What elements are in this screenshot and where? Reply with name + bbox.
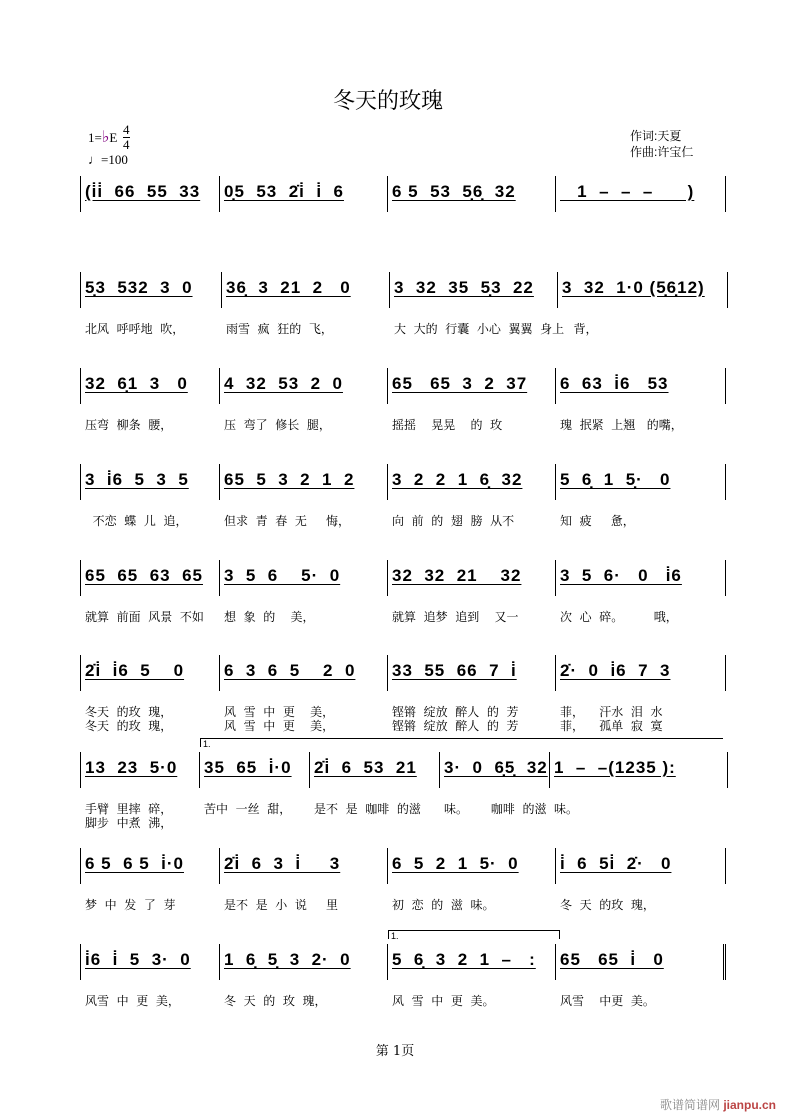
measure [556, 655, 726, 733]
measure [80, 752, 200, 830]
watermark-text: 歌谱简谱网 [659, 1098, 720, 1112]
score-system [80, 368, 728, 448]
lyric-line: 风 雪 中 更 美， [224, 719, 335, 733]
key-note: E [109, 130, 118, 145]
measure [558, 272, 728, 336]
lyric-line: 铿锵 绽放 醉人 的 芳 [392, 705, 519, 719]
lyric-line: 是不 是 咖啡 的滋 [314, 802, 421, 816]
lyric-line: 风 雪 中 更 美， [224, 705, 335, 719]
lyric-line: 冬 天 的玫 瑰， [560, 898, 655, 912]
measure-notes: 2̇i̇ i̇6 5 0 [85, 661, 185, 680]
score-system [80, 464, 728, 544]
measure [388, 368, 556, 432]
lyric-line: 初 恋 的 滋 味。 [392, 898, 495, 912]
lyric-line: 铿锵 绽放 醉人 的 芳 [392, 719, 519, 733]
measure-notes: 33 55 66 7 i̇ [392, 661, 517, 680]
measure-notes: 5̣3 532 3 0 [85, 278, 193, 297]
flat-icon: ♭ [101, 129, 110, 146]
measure [440, 752, 550, 816]
watermark-url: jianpu.cn [723, 1098, 776, 1112]
measure [222, 272, 390, 336]
measure [80, 464, 220, 528]
measure-notes: 0̣5 53 2̇i̇ i̇ 6 [224, 182, 344, 201]
lyric-line: 味。 咖啡 的滋 [444, 802, 547, 816]
credits [630, 128, 693, 160]
measure-notes: 3 i̇6 5 3 5 [85, 470, 189, 489]
lyric-line: 冬天 的玫 瑰， [85, 719, 173, 733]
measure-notes: 4 32 53 2 0 [224, 374, 343, 393]
measure [220, 944, 388, 1008]
measure-notes: 65 65 3 2 37 [392, 374, 528, 393]
time-signature [123, 123, 130, 152]
measure [550, 752, 728, 816]
measure-notes: 6 3 6 5 2 0 [224, 661, 356, 680]
lyric-line: 风雪 中 更 美， [85, 994, 180, 1008]
measure [388, 464, 556, 528]
lyric-line: 次 心 碎。 哦， [560, 610, 678, 624]
measure [80, 272, 222, 336]
measure-notes: 3 2 2 1 6̣ 32 [392, 470, 523, 489]
composer: 作曲:许宝仁 [630, 145, 694, 159]
time-top: 4 [123, 122, 130, 137]
lyric-line: 手臂 里摔 碎， [85, 802, 173, 816]
time-bottom: 4 [123, 137, 130, 152]
measure-notes: 3 32 1·0 (5̣6̣12) [562, 278, 705, 297]
measure-notes: (i̇i̇ 66 55 33 [85, 182, 201, 201]
measure [388, 560, 556, 624]
measure [220, 368, 388, 432]
measure-notes: 1 – – – ) [560, 182, 695, 201]
lyric-line: 冬天 的玫 瑰， [85, 705, 173, 719]
measure [556, 944, 726, 1008]
measure [200, 752, 310, 816]
song-title: 冬天的玫瑰 [332, 89, 443, 114]
score-system [80, 560, 728, 640]
measure-notes: 5 6̣ 1 5̣· 0 [560, 470, 671, 489]
measure-notes: 65 65 i̇ 0 [560, 950, 664, 969]
measure [310, 752, 440, 816]
lyric-line: 瑰 抿紧 上翘 的嘴， [560, 418, 683, 432]
measure-notes: i̇ 6 5i̇ 2̇· 0 [560, 854, 672, 873]
measure-notes: 6 63 i̇6 53 [560, 374, 669, 393]
lyric-line: 是不 是 小 说 里 [224, 898, 338, 912]
lyric-line: 苦中 一丝 甜， [204, 802, 292, 816]
measure-notes: 65 5 3 2 1 2 [224, 470, 355, 489]
volta-bracket: 1. [200, 738, 723, 747]
page-number: 第 1页 [375, 1044, 415, 1059]
measure [220, 848, 388, 912]
measure-notes: 36̣ 3 21 2 0 [226, 278, 351, 297]
measure [388, 655, 556, 733]
measure-notes: 3 32 35 5̣3 22 [394, 278, 534, 297]
measure-notes: 65 65 63 65 [85, 566, 203, 585]
key-signature [88, 127, 117, 147]
lyric-line: 想 象 的 美， [224, 610, 315, 624]
measure [80, 655, 220, 733]
score-system [80, 739, 728, 832]
lyric-line: 北风 呼呼地 吹， [85, 322, 185, 336]
measure [388, 848, 556, 912]
lyric-line: 冬 天 的 玫 瑰， [224, 994, 327, 1008]
measure-notes: 6 5 2 1 5· 0 [392, 854, 519, 873]
lyric-line: 雨雪 疯 狂的 飞， [226, 322, 333, 336]
measure [80, 848, 220, 912]
measure-notes: 3 5 6 5· 0 [224, 566, 341, 585]
measure-notes: 1 6̣ 5̣ 3 2· 0 [224, 950, 351, 969]
lyric-line: 背， [562, 322, 598, 336]
score-system [80, 272, 728, 352]
measure [556, 368, 726, 432]
measure-notes: 6 5 53 5̣6̣ 32 [392, 182, 516, 201]
measure-notes: 2̇· 0 i̇6 7 3 [560, 661, 671, 680]
lyricist: 作词:天夏 [630, 129, 682, 143]
lyric-line: 大 大的 行囊 小心 翼翼 身上 [394, 322, 565, 336]
measure [220, 560, 388, 624]
measure-notes: 3 5 6· 0 i̇6 [560, 566, 682, 585]
lyric-line: 知 疲 惫， [560, 514, 635, 528]
score-system [80, 931, 728, 1024]
lyric-line: 脚步 中煮 沸， [85, 816, 173, 830]
lyric-line: 向 前 的 翅 膀 从不 [392, 514, 515, 528]
measure-notes: 32 6̣1 3 0 [85, 374, 188, 393]
measure-notes: 1 – –(1235 ): [554, 758, 676, 777]
measure [220, 655, 388, 733]
lyric-line: 味。 [554, 802, 579, 816]
measure [556, 464, 726, 528]
lyric-line: 风 雪 中 更 美。 [392, 994, 495, 1008]
measure [80, 176, 220, 212]
lyric-line: 就算 追梦 追到 又一 [392, 610, 519, 624]
lyric-line: 摇摇 晃晃 的 玫 [392, 418, 503, 432]
watermark [660, 1096, 776, 1113]
lyric-line: 压弯 柳条 腰， [85, 418, 173, 432]
measure [80, 368, 220, 432]
measure-notes: 3· 0 6̣5̣ 32 [444, 758, 548, 777]
measure [80, 560, 220, 624]
measure [388, 176, 556, 212]
score-system [80, 176, 728, 256]
lyric-line: 菲， 孤单 寂 寞 [560, 719, 663, 733]
measure-notes: 35 65 i̇·0 [204, 758, 292, 777]
measure-notes: i̇6 i̇ 5 3· 0 [85, 950, 191, 969]
lyric-line: 不恋 蝶 儿 追， [85, 514, 188, 528]
score-system [80, 848, 728, 928]
measure-notes: 32 32 21 32 [392, 566, 522, 585]
measure [80, 944, 220, 1008]
measure [556, 176, 726, 212]
measure-notes: 5 6̣ 3 2 1 – : [392, 950, 536, 969]
measure [220, 464, 388, 528]
lyric-line: 就算 前面 风景 不如 [85, 610, 204, 624]
score-system [80, 655, 728, 735]
measure [220, 176, 388, 212]
lyric-line: 菲， 汗水 泪 水 [560, 705, 663, 719]
lyric-line: 梦 中 发 了 芽 [85, 898, 176, 912]
lyric-line: 风雪 中更 美。 [560, 994, 655, 1008]
key-prefix: 1= [88, 130, 102, 145]
tempo-mark: ♩=100 [88, 152, 128, 167]
measure-notes: 13 23 5·0 [85, 758, 178, 777]
measure-notes: 2̇i̇ 6 3 i̇ 3 [224, 854, 341, 873]
measure-notes: 6 5 6 5 i̇·0 [85, 854, 184, 873]
volta-bracket: 1. [388, 930, 560, 939]
measure [556, 848, 726, 912]
measure [388, 944, 556, 1008]
lyric-line: 但求 青 春 无 悔， [224, 514, 350, 528]
lyric-line: 压 弯了 修长 腿， [224, 418, 331, 432]
measure [556, 560, 726, 624]
measure [390, 272, 565, 336]
measure-notes: 2̇i̇ 6 53 21 [314, 758, 417, 777]
